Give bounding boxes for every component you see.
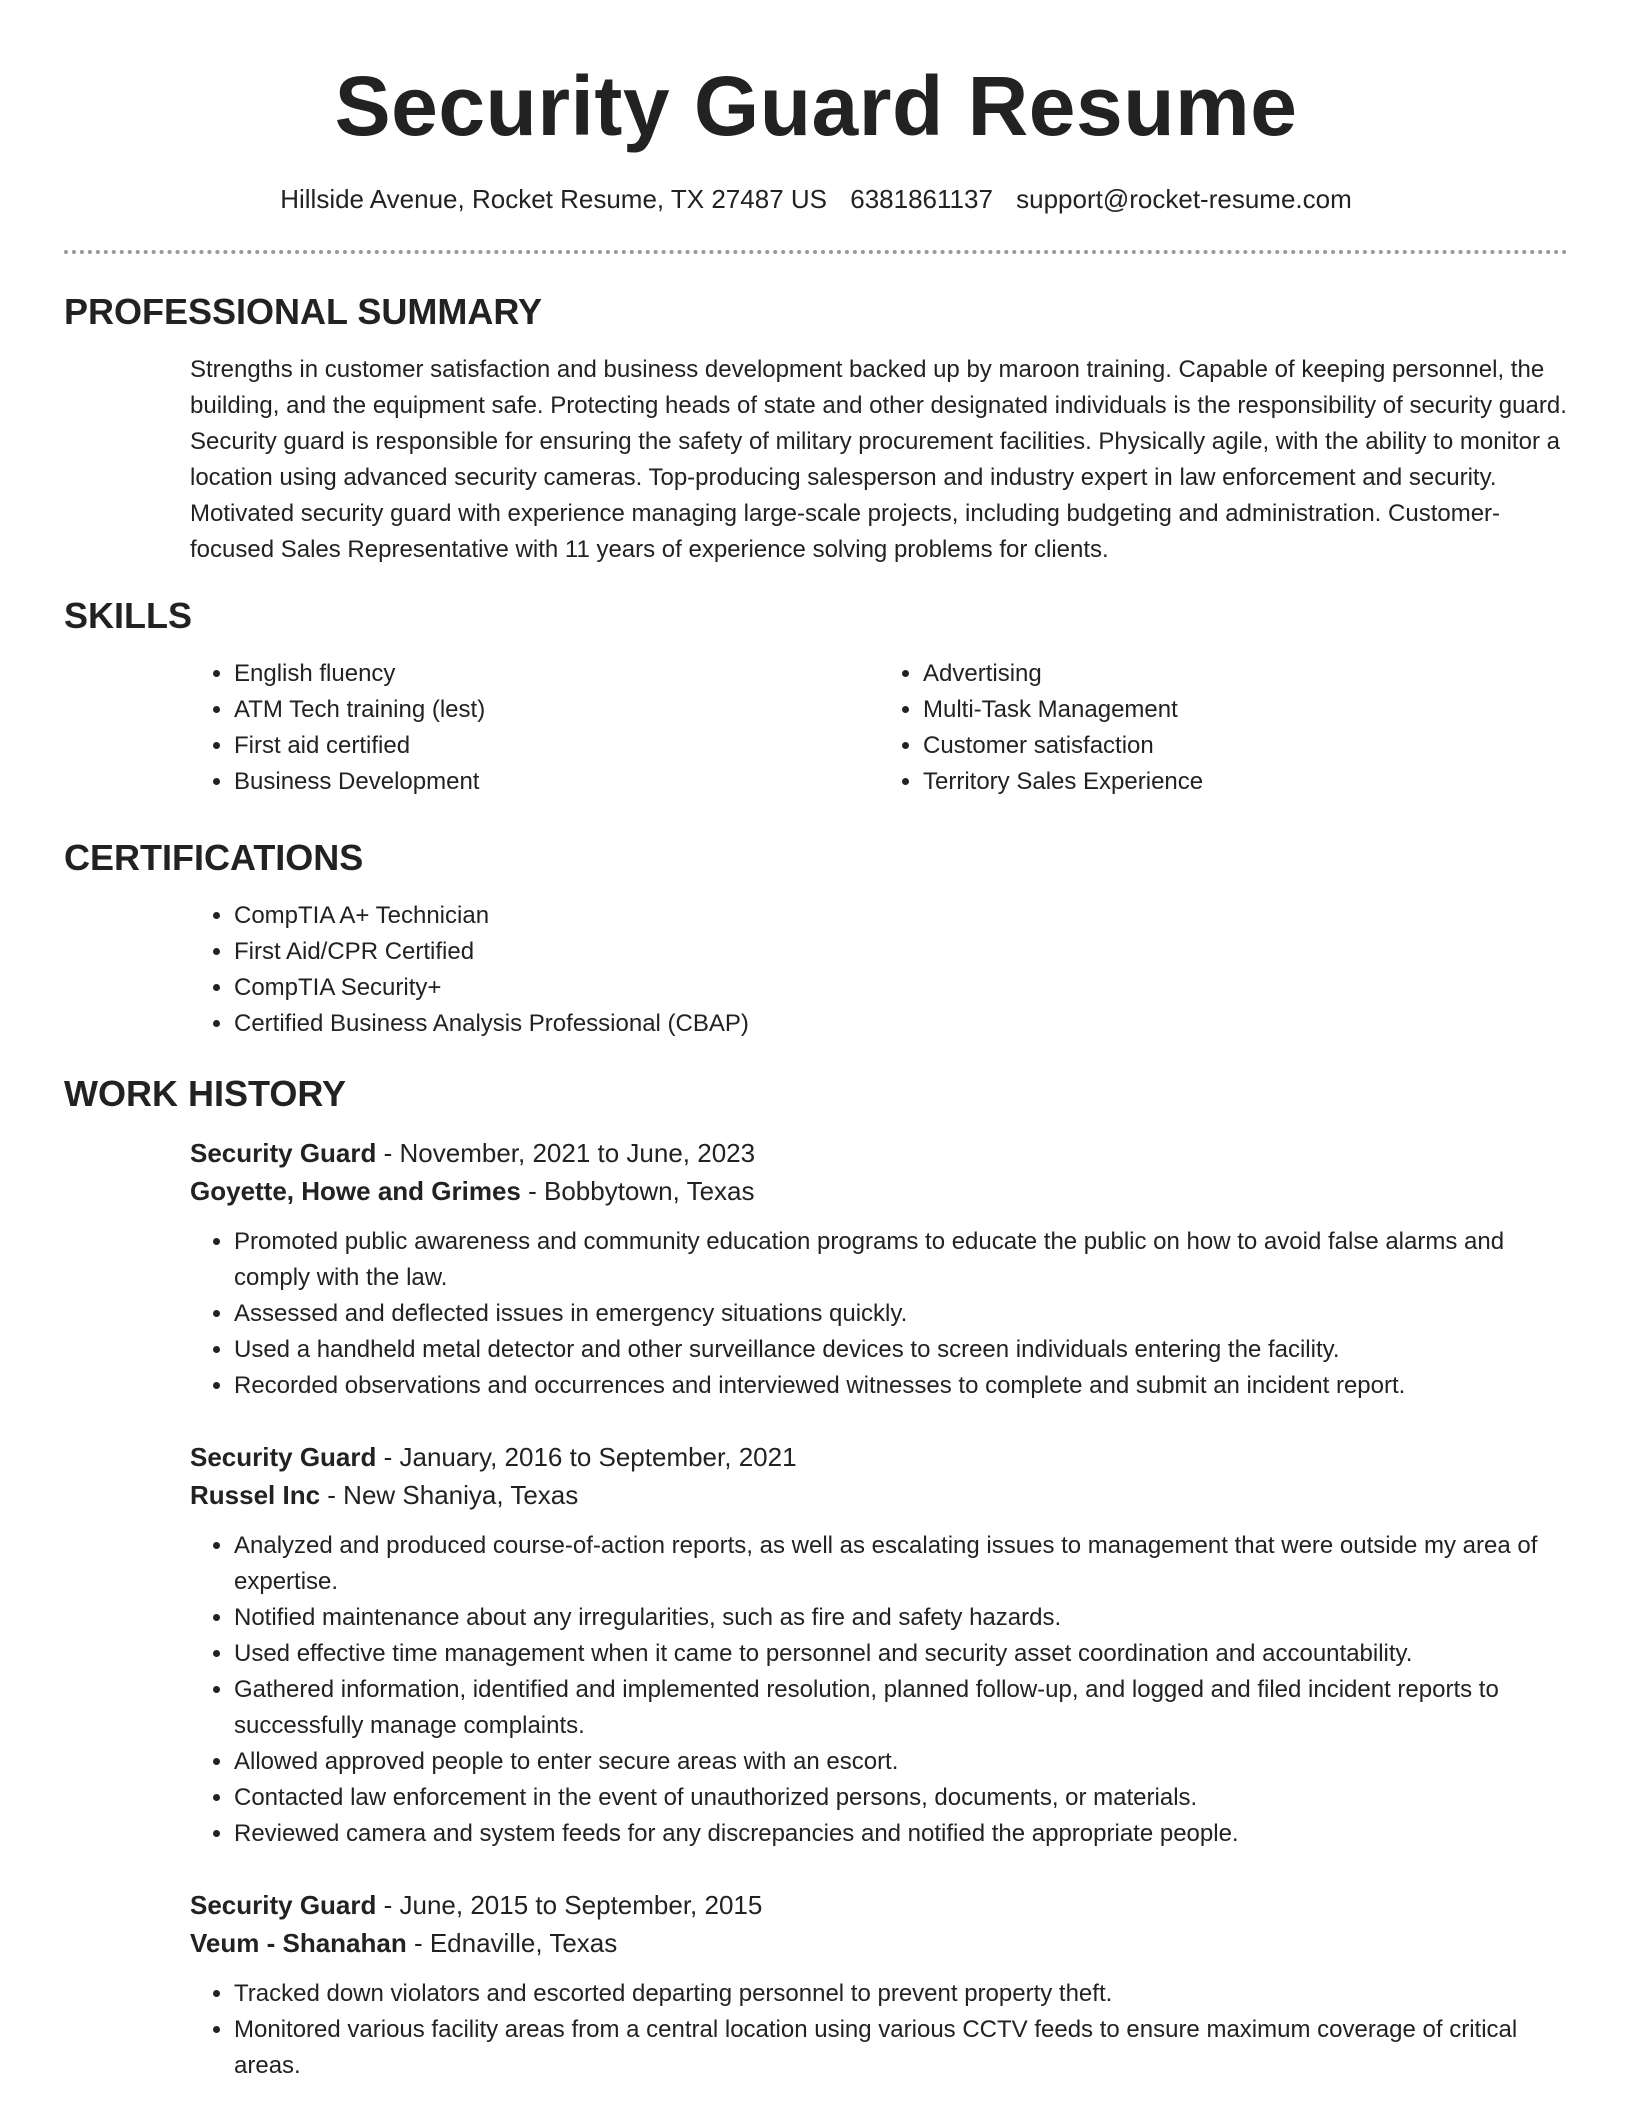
job-dates: - June, 2015 to September, 2015 (376, 1890, 763, 1920)
contact-email: support@rocket-resume.com (1016, 184, 1352, 214)
skill-item: • ATM Tech training (lest) (234, 692, 879, 728)
summary-heading: PROFESSIONAL SUMMARY (64, 291, 543, 332)
job-company-line (190, 1476, 1568, 1514)
job-entry (190, 1438, 1568, 1852)
job-company-line (190, 1172, 1568, 1210)
skills-list-right (879, 656, 1568, 800)
contact-phone: 6381861137 (850, 184, 993, 214)
skill-item: • Advertising (923, 656, 1568, 692)
certification-item: • CompTIA A+ Technician (234, 898, 1568, 934)
job-bullet: • Recorded observations and occurrences and interviewed witnesses to complete and submit an incident report. (234, 1368, 1568, 1404)
certification-item: • Certified Business Analysis Professional (CBAP) (234, 1006, 1568, 1042)
job-bullet: • Reviewed camera and system feeds for any discrepancies and notified the appropriate people. (234, 1816, 1568, 1852)
summary-section (64, 290, 1568, 568)
header-divider (64, 250, 1568, 254)
skills-section (64, 594, 1568, 800)
certifications-heading: CERTIFICATIONS (64, 837, 364, 878)
job-entry (190, 1886, 1568, 2084)
skill-item: • English fluency (234, 656, 879, 692)
skill-item: • First aid certified (234, 728, 879, 764)
job-bullet: • Gathered information, identified and implemented resolution, planned follow-up, and logged and filed incident reports to successfully manage complaints. (234, 1672, 1568, 1744)
job-location: - New Shaniya, Texas (320, 1480, 579, 1510)
job-bullet: • Used a handheld metal detector and other surveillance devices to screen individuals entering the facility. (234, 1332, 1568, 1368)
job-title-line (190, 1886, 1568, 1924)
skills-heading: SKILLS (64, 595, 193, 636)
skills-columns (190, 656, 1568, 800)
certifications-section (64, 836, 1568, 1042)
job-bullet: • Promoted public awareness and community education programs to educate the public on how to avoid false alarms and comply with the law. (234, 1224, 1568, 1296)
job-entry (190, 1134, 1568, 1404)
job-company: Goyette, Howe and Grimes (190, 1176, 521, 1206)
job-bullet: • Tracked down violators and escorted departing personnel to prevent property theft. (234, 1976, 1568, 2012)
job-bullet: • Contacted law enforcement in the event of unauthorized persons, documents, or materials. (234, 1780, 1568, 1816)
job-bullet: • Allowed approved people to enter secure areas with an escort. (234, 1744, 1568, 1780)
job-title-line (190, 1438, 1568, 1476)
skill-item: • Customer satisfaction (923, 728, 1568, 764)
job-location: - Ednaville, Texas (406, 1928, 618, 1958)
job-bullets (190, 1976, 1568, 2084)
job-bullets (190, 1528, 1568, 1852)
job-title-line (190, 1134, 1568, 1172)
job-dates: - November, 2021 to June, 2023 (376, 1138, 756, 1168)
job-dates: - January, 2016 to September, 2021 (376, 1442, 797, 1472)
job-location: - Bobbytown, Texas (520, 1176, 755, 1206)
job-bullets (190, 1224, 1568, 1404)
job-role: Security Guard (190, 1442, 377, 1472)
job-company: Veum - Shanahan (190, 1928, 407, 1958)
skill-item: • Multi-Task Management (923, 692, 1568, 728)
work-history-section (64, 1072, 1568, 2084)
contact-line (64, 180, 1568, 218)
job-bullet: • Analyzed and produced course-of-action reports, as well as escalating issues to management that were outside my area of expertise. (234, 1528, 1568, 1600)
certifications-list (190, 898, 1568, 1042)
job-bullet: • Used effective time management when it came to personnel and security asset coordination and accountability. (234, 1636, 1568, 1672)
job-bullet: • Monitored various facility areas from a central location using various CCTV feeds to ensure maximum coverage of critical areas. (234, 2012, 1568, 2084)
job-bullet: • Assessed and deflected issues in emergency situations quickly. (234, 1296, 1568, 1332)
resume-title: Security Guard Resume (334, 59, 1298, 153)
skills-list-left (190, 656, 879, 800)
work-history-heading: WORK HISTORY (64, 1073, 347, 1114)
skill-item: • Territory Sales Experience (923, 764, 1568, 800)
certification-item: • CompTIA Security+ (234, 970, 1568, 1006)
certification-item: • First Aid/CPR Certified (234, 934, 1568, 970)
job-bullet: • Notified maintenance about any irregularities, such as fire and safety hazards. (234, 1600, 1568, 1636)
job-role: Security Guard (190, 1138, 377, 1168)
summary-text: Strengths in customer satisfaction and business development backed up by maroon training. Capable of keeping personnel, the building, and the equipment safe. Protecting heads of state and other designated individuals is the responsibility of security guard. Security guard is responsible for ensuring the safety of military procurement facilities. Physically agile, with the ability to monitor a location using advanced security cameras. Top-producing salesperson and industry expert in law enforcement and security. Motivated security guard with experience managing large-scale projects, including budgeting and administration. Customer-focused Sales Representative with 11 years of experience solving problems for clients. (190, 356, 1567, 563)
job-company: Russel Inc (190, 1480, 321, 1510)
job-company-line (190, 1924, 1568, 1962)
contact-address: Hillside Avenue, Rocket Resume, TX 27487 US (280, 184, 827, 214)
skill-item: • Business Development (234, 764, 879, 800)
job-role: Security Guard (190, 1890, 377, 1920)
